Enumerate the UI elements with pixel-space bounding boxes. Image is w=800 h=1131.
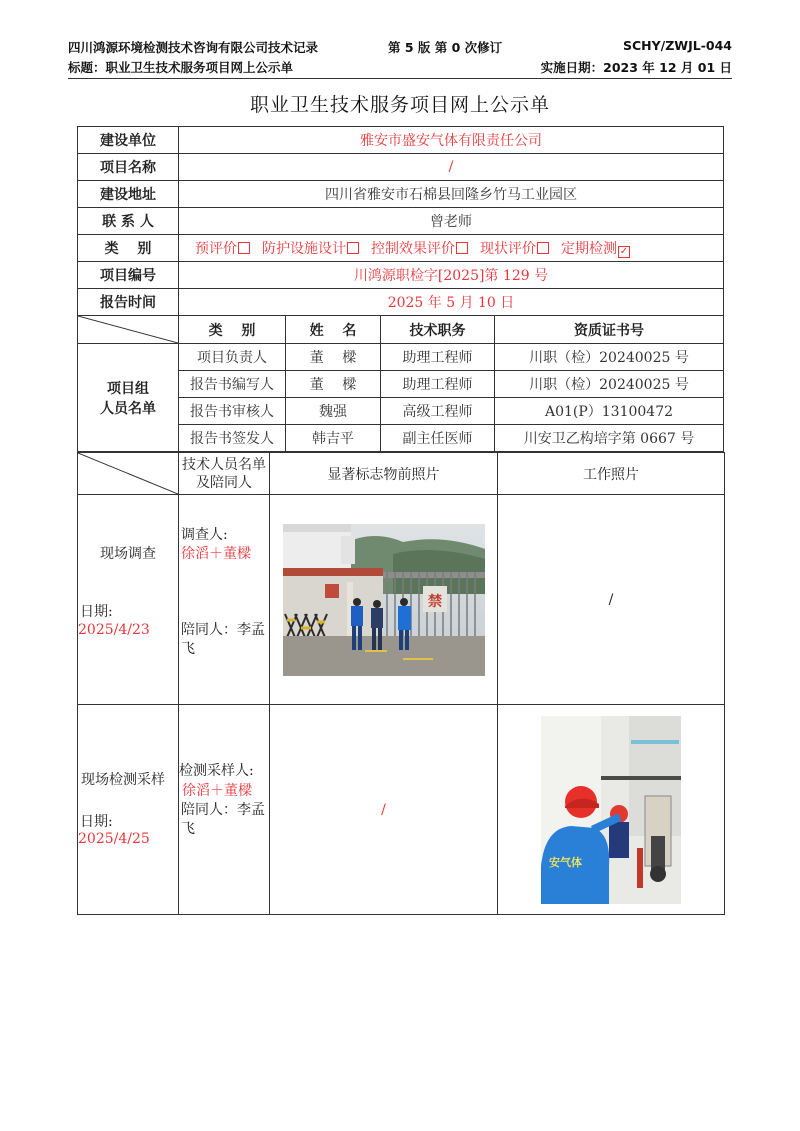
page-title: 职业卫生技术服务项目网上公示单 (249, 94, 550, 116)
staff-title: 副主任医师 (381, 425, 495, 452)
survey-work-photo-placeholder: / (608, 591, 614, 608)
sampling-date-label: 日期: (80, 814, 113, 830)
option-protection-design[interactable]: 防护设施设计 (262, 241, 371, 257)
option-periodic-test[interactable]: 定期检测 ✓ (561, 241, 629, 257)
checkbox-status-evaluation[interactable] (537, 242, 549, 254)
option-control-effect[interactable]: 控制效果评价 (371, 241, 480, 257)
project-no-value: 川鸿源职检字[2025]第 129 号 (179, 262, 724, 289)
survey-label-cell (78, 495, 179, 705)
staff-cert: 川职（检）20240025 号 (495, 371, 724, 398)
implementation-date: 实施日期：2023 年 12 月 01 日 (540, 60, 732, 75)
project-name-value: / (179, 154, 724, 181)
site-table (77, 452, 725, 915)
staff-role: 报告书审核人 (179, 398, 286, 425)
version-info: 第 5 版 第 0 次修订 (388, 40, 503, 55)
header-row-1 (68, 38, 732, 56)
document-subject: 标题：职业卫生技术服务项目网上公示单 (68, 60, 294, 75)
checkbox-pre-evaluation[interactable] (238, 242, 250, 254)
option-status-evaluation[interactable]: 现状评价 (480, 241, 561, 257)
work-photo (541, 716, 681, 904)
staff-title: 助理工程师 (381, 344, 495, 371)
contact-label: 联 系 人 (78, 208, 179, 235)
report-time-label: 报告时间 (78, 289, 179, 316)
document-code: SCHY/ZWJL-044 (622, 38, 732, 53)
project-name-label: 项目名称 (78, 154, 179, 181)
sampling-label: 现场检测采样 (81, 772, 165, 788)
staff-list-header: 技术人员名单及陪同人 (179, 453, 270, 495)
staff-cert: A01(P）13100472 (495, 398, 724, 425)
report-time-value: 2025 年 5 月 10 日 (179, 289, 724, 316)
vest-text: 安气体 (549, 855, 582, 869)
company-name: 四川鸿源环境检测技术咨询有限公司技术记录 (68, 40, 319, 55)
contact-value: 曾老师 (179, 208, 724, 235)
address-value: 四川省雅安市石棉县回隆乡竹马工业园区 (179, 181, 724, 208)
staff-header-name: 姓 名 (286, 316, 381, 344)
survey-staff-cell (179, 495, 270, 705)
staff-header-title: 技术职务 (381, 316, 495, 344)
sampler-label: 检测采样人: (179, 763, 254, 779)
checkbox-protection-design[interactable] (347, 242, 359, 254)
survey-date: 2025/4/23 (78, 622, 150, 638)
staff-title: 高级工程师 (381, 398, 495, 425)
category-options (179, 235, 724, 262)
header-row-2 (68, 58, 732, 79)
info-table (77, 126, 724, 452)
option-pre-evaluation[interactable]: 预评价 (195, 241, 262, 257)
survey-label: 现场调查 (100, 546, 156, 562)
staff-cert: 川安卫乙构培字第 0667 号 (495, 425, 724, 452)
staff-corner-cell (78, 316, 179, 344)
sampling-label-cell (78, 705, 179, 915)
staff-header-role: 类 别 (179, 316, 286, 344)
work-photo-header: 工作照片 (498, 453, 725, 495)
staff-role: 项目负责人 (179, 344, 286, 371)
staff-role: 报告书签发人 (179, 425, 286, 452)
staff-title: 助理工程师 (381, 371, 495, 398)
staff-name: 董 樑 (286, 371, 381, 398)
sampling-landmark-photo-cell (270, 705, 498, 915)
survey-date-label: 日期: (80, 604, 113, 620)
survey-accompany: 陪同人：李孟飞 (181, 622, 265, 657)
landmark-photo-header: 显著标志物前照片 (270, 453, 498, 495)
staff-name: 魏强 (286, 398, 381, 425)
survey-landmark-photo-cell (270, 495, 498, 705)
staff-name: 韩吉平 (286, 425, 381, 452)
sampling-work-photo-cell (498, 705, 725, 915)
survey-work-photo-cell (498, 495, 725, 705)
staff-cert: 川职（检）20240025 号 (495, 344, 724, 371)
site-corner-cell (78, 453, 179, 495)
project-no-label: 项目编号 (78, 262, 179, 289)
surveyor-label: 调查人: (181, 527, 228, 543)
unit-value: 雅安市盛安气体有限责任公司 (179, 127, 724, 154)
checkbox-periodic-test[interactable]: ✓ (619, 246, 629, 257)
sampling-date: 2025/4/25 (78, 831, 150, 847)
staff-role: 报告书编写人 (179, 371, 286, 398)
staff-name: 董 樑 (286, 344, 381, 371)
sampling-landmark-photo-placeholder: / (381, 801, 386, 818)
sampling-accompany: 陪同人：李孟飞 (181, 802, 265, 837)
landmark-photo (283, 524, 485, 676)
surveyor-names: 徐滔＋董樑 (181, 546, 251, 562)
checkbox-control-effect[interactable] (456, 242, 468, 254)
warning-sign-text: 禁 (427, 593, 442, 610)
sampler-names: 徐滔＋董樑 (182, 783, 252, 799)
address-label: 建设地址 (78, 181, 179, 208)
sampling-staff-cell (179, 705, 270, 915)
unit-label: 建设单位 (78, 127, 179, 154)
category-label: 类 别 (78, 235, 179, 262)
staff-group-label: 项目组 人员名单 (78, 344, 179, 452)
staff-header-cert: 资质证书号 (495, 316, 724, 344)
